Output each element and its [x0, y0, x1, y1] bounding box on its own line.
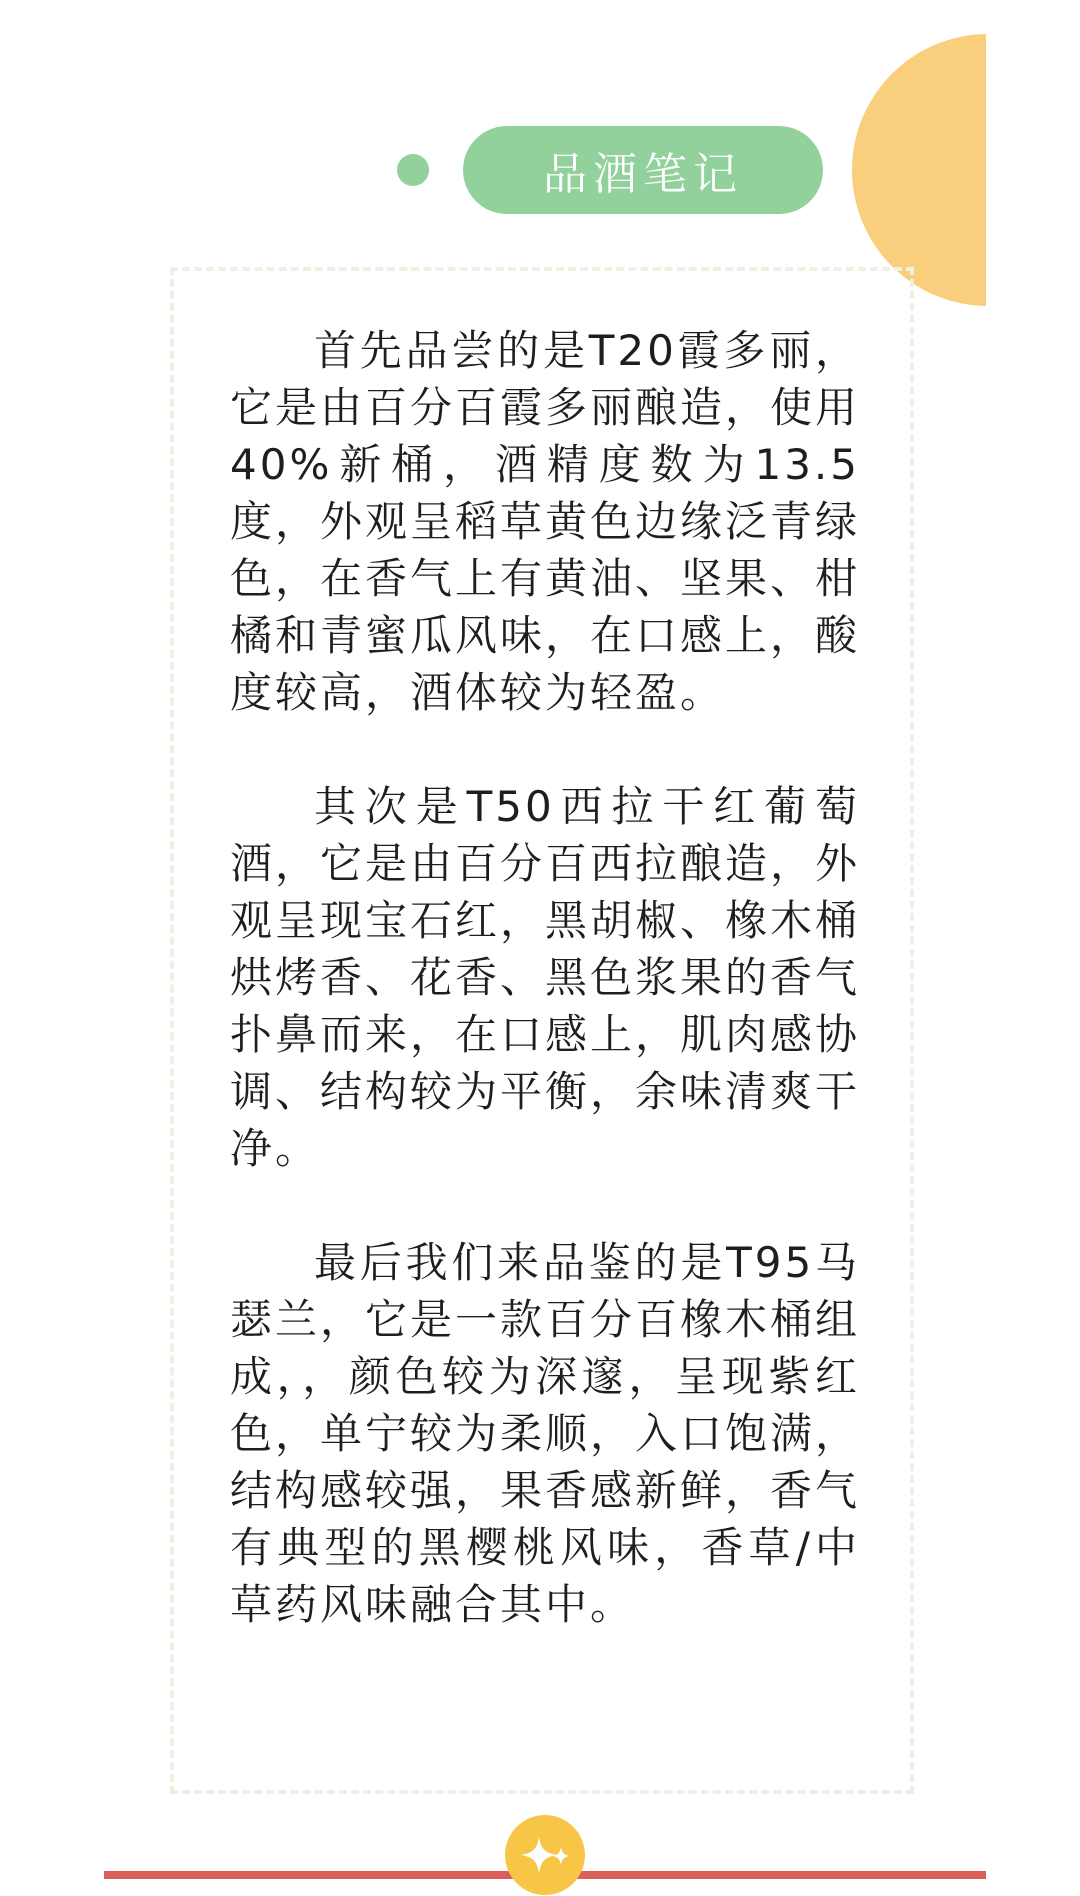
sparkle-icon: [505, 1815, 585, 1895]
note-paragraph-syrah: 其次是T50西拉干红葡萄酒，它是由百分百西拉酿造，外观呈现宝石红，黑胡椒、橡木桶烘烤香、花香、黑色浆果的香气扑鼻而来，在口感上，肌肉感协调、结构较为平衡，余味清爽干净。: [230, 782, 861, 1173]
section-title: 品酒笔记: [543, 149, 743, 200]
note-paragraph-marselan: 最后我们来品鉴的是T95马瑟兰，它是一款百分百橡木桶组成，，颜色较为深邃，呈现紫红色，单宁较为柔顺，入口饱满，结构感较强，果香感新鲜，香气有典型的黑樱桃风味，香草/中草药风味融合其中。: [230, 1238, 861, 1629]
note-paragraph-chardonnay: 首先品尝的是T20霞多丽，它是由百分百霞多丽酿造，使用40%新桶，酒精度数为13.5度，外观呈稻草黄色边缘泛青绿色，在香气上有黄油、坚果、柑橘和青蜜瓜风味，在口感上，酸度较高，酒体较为轻盈。: [230, 326, 861, 717]
tasting-notes: [230, 322, 860, 1690]
footer-badge: [505, 1815, 585, 1895]
page-edge: [986, 0, 1080, 1896]
title-dot-icon: [397, 154, 429, 186]
section-title-pill: [463, 126, 823, 214]
